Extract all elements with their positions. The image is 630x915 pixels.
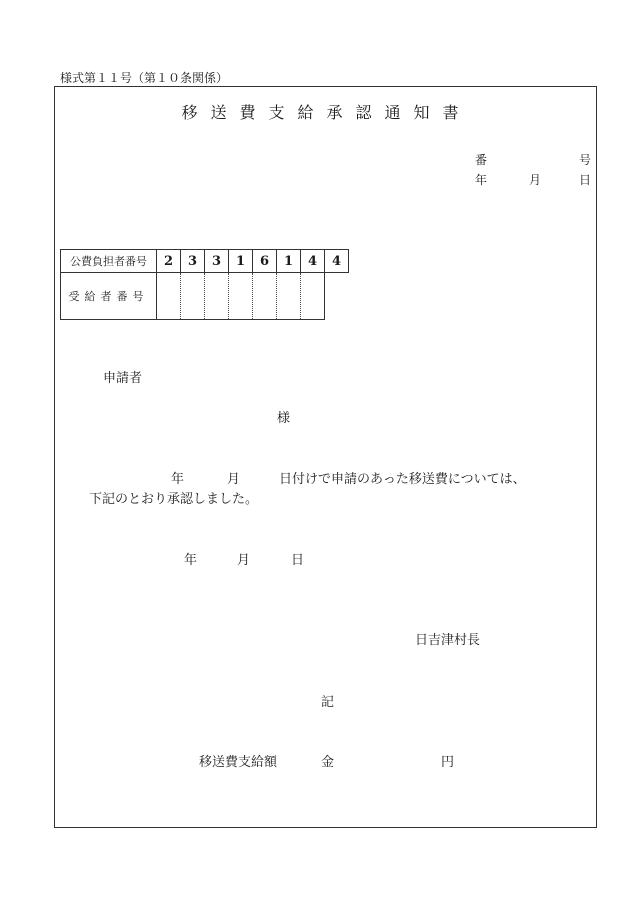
notice-frame (54, 86, 597, 828)
document-title: 移送費支給承認通知書 (181, 103, 472, 122)
recipient-number-label: 受給者番号 (61, 273, 157, 320)
payer-digit: 1 (229, 250, 253, 273)
recipient-digit-cell (181, 273, 205, 320)
payer-digit: 3 (205, 250, 229, 273)
recipient-digit-cell (229, 273, 253, 320)
amount-unit: 円 (441, 755, 455, 770)
notice-year: 年 (171, 472, 185, 487)
payer-digit: 3 (181, 250, 205, 273)
payer-digit: 2 (157, 250, 181, 273)
reference-number-prefix: 番 (475, 153, 488, 167)
honorific: 様 (277, 411, 291, 426)
recipient-digit-cell (205, 273, 229, 320)
recipient-number-row (61, 273, 349, 320)
issue-month: 月 (237, 553, 251, 568)
payer-number-row (61, 250, 349, 273)
payer-digit: 1 (277, 250, 301, 273)
notice-line-2: 下記のとおり承認しました。 (89, 492, 259, 507)
id-number-table (60, 249, 349, 320)
amount-prefix: 金 (321, 755, 335, 770)
ki-heading: 記 (321, 695, 335, 710)
issue-day: 日 (291, 553, 305, 568)
recipient-digit-cell (301, 273, 325, 320)
issue-year: 年 (184, 553, 198, 568)
recipient-digit-cell (157, 273, 181, 320)
reference-day: 日 (579, 173, 592, 187)
recipient-digit-cell (277, 273, 301, 320)
applicant-label: 申請者 (103, 371, 143, 386)
notice-month: 月 (227, 472, 241, 487)
form-number-label: 様式第１１号（第１０条関係） (60, 71, 229, 85)
notice-line-1: 日付けで申請のあった移送費については、 (279, 472, 526, 487)
payer-number-label: 公費負担者番号 (61, 250, 157, 273)
payer-digit: 6 (253, 250, 277, 273)
reference-number-suffix: 号 (579, 153, 592, 167)
amount-label: 移送費支給額 (199, 755, 278, 770)
reference-year: 年 (475, 173, 488, 187)
reference-month: 月 (529, 173, 542, 187)
recipient-digit-cell (253, 273, 277, 320)
issuer-name: 日吉津村長 (415, 633, 481, 648)
payer-digit: 4 (325, 250, 349, 273)
payer-digit: 4 (301, 250, 325, 273)
